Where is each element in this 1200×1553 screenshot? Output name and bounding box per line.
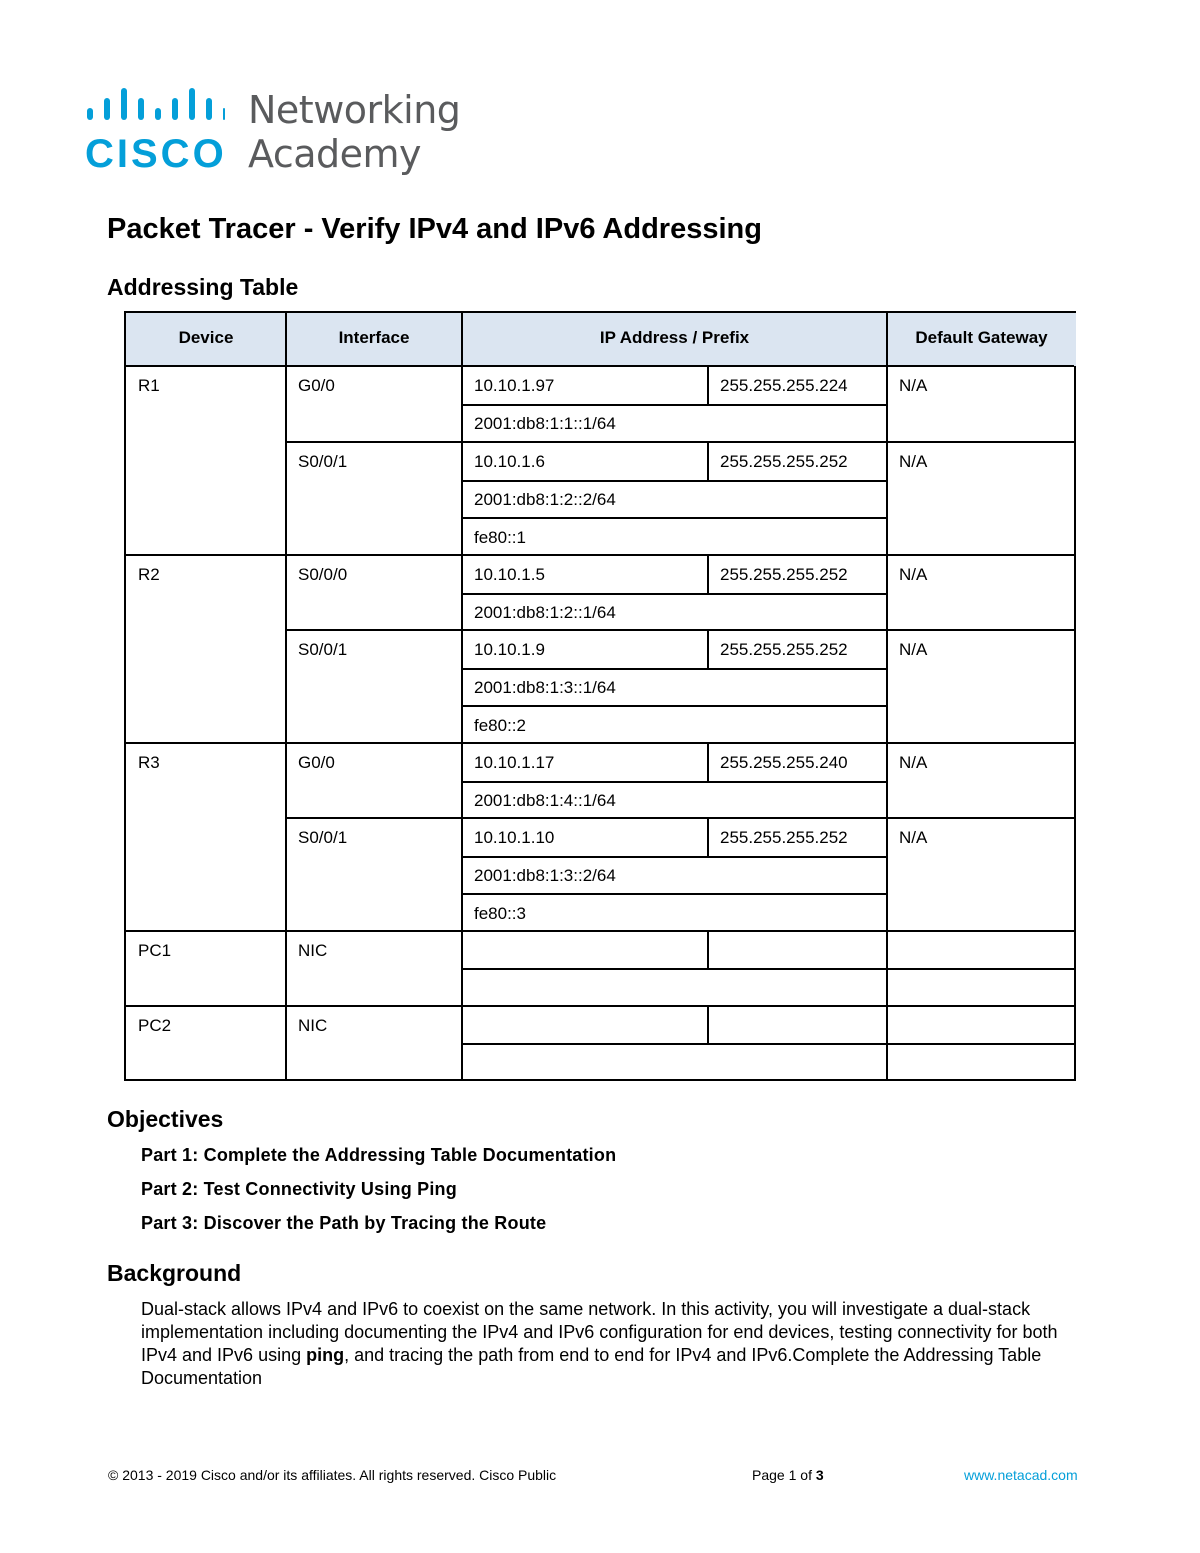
- ipv4-r2-s001: 10.10.1.9: [474, 640, 545, 659]
- ipv4-r2-s000: 10.10.1.5: [474, 565, 545, 584]
- ipv6-r1-g00: 2001:db8:1:1::1/64: [474, 414, 616, 433]
- header-device: Device: [126, 313, 286, 366]
- device-r1: R1: [138, 376, 160, 395]
- interface-pc1: NIC: [298, 941, 328, 960]
- interface-pc2: NIC: [298, 1016, 328, 1035]
- ipv6-r3-g00: 2001:db8:1:4::1/64: [474, 791, 616, 810]
- table-divider: [462, 1043, 1076, 1045]
- interface-r1-s001: S0/0/1: [298, 452, 348, 471]
- cisco-networking-academy-logo: [85, 88, 485, 178]
- mask-r1-s001: 255.255.255.252: [720, 452, 848, 471]
- ipv4-r1-s001: 10.10.1.6: [474, 452, 545, 471]
- networking-academy-title: Networking Academy: [248, 88, 461, 176]
- ping-command: ping: [306, 1345, 345, 1365]
- objective-part-2: Part 2: Test Connectivity Using Ping: [141, 1179, 457, 1199]
- ipv4-r1-g00: 10.10.1.97: [474, 376, 555, 395]
- gateway-r3-s001: N/A: [899, 828, 928, 847]
- header-ip-address-prefix: IP Address / Prefix: [462, 313, 887, 366]
- table-divider: [707, 366, 709, 404]
- table-divider: [286, 629, 1076, 631]
- device-pc1: PC1: [138, 941, 172, 960]
- link-local-r1-s001: fe80::1: [474, 528, 526, 547]
- footer-netacad-link[interactable]: www.netacad.com: [964, 1467, 1078, 1483]
- ipv6-r2-s000: 2001:db8:1:2::1/64: [474, 603, 616, 622]
- header-default-gateway: Default Gateway: [887, 313, 1076, 366]
- interface-r2-s000: S0/0/0: [298, 565, 348, 584]
- footer-page-number: Page 1 of 3: [752, 1467, 824, 1483]
- mask-r3-g00: 255.255.255.240: [720, 753, 848, 772]
- addressing-table: [124, 311, 1076, 1081]
- ipv6-r2-s001: 2001:db8:1:3::1/64: [474, 678, 616, 697]
- table-divider: [707, 818, 709, 856]
- ipv4-r3-g00: 10.10.1.17: [474, 753, 555, 772]
- ipv4-r3-s001: 10.10.1.10: [474, 828, 555, 847]
- addressing-table-heading: Addressing Table: [107, 274, 299, 300]
- table-divider: [126, 930, 1074, 932]
- ipv6-r3-s001: 2001:db8:1:3::2/64: [474, 866, 616, 885]
- table-divider: [286, 441, 1076, 443]
- device-pc2: PC2: [138, 1016, 172, 1035]
- table-divider: [707, 630, 709, 668]
- ipv6-r1-s001: 2001:db8:1:2::2/64: [474, 490, 616, 509]
- gateway-r2-s000: N/A: [899, 565, 928, 584]
- mask-r3-s001: 255.255.255.252: [720, 828, 848, 847]
- table-divider: [462, 517, 887, 519]
- gateway-r2-s001: N/A: [899, 640, 928, 659]
- objective-part-3: Part 3: Discover the Path by Tracing the Route: [141, 1213, 547, 1233]
- mask-r2-s001: 255.255.255.252: [720, 640, 848, 659]
- objectives-heading: Objectives: [107, 1106, 224, 1132]
- gateway-r1-g00: N/A: [899, 376, 928, 395]
- device-r2: R2: [138, 565, 160, 584]
- objective-part-1: Part 1: Complete the Addressing Table Documentation: [141, 1145, 617, 1165]
- table-divider: [462, 404, 887, 406]
- table-divider: [126, 742, 1074, 744]
- background-paragraph: Dual-stack allows IPv4 and IPv6 to coexist on the same network. In this activity, you will investigate a dual-stack implementation including documenting the IPv4 and IPv6 configuration for end devices, testing connectivity for both IPv4 and IPv6 using ping, and tracing the path from end to end for IPv4 and IPv6.Complete the Addressing Table Documentation: [141, 1299, 1058, 1388]
- table-divider: [707, 555, 709, 593]
- table-divider: [886, 313, 888, 1079]
- table-divider: [126, 365, 1074, 367]
- objectives-list: [141, 1144, 616, 1246]
- table-divider: [707, 743, 709, 781]
- gateway-r3-g00: N/A: [899, 753, 928, 772]
- table-divider: [285, 313, 287, 1079]
- table-divider: [462, 968, 1076, 970]
- footer-copyright: © 2013 - 2019 Cisco and/or its affiliates. All rights reserved. Cisco Public: [108, 1467, 557, 1483]
- gateway-r1-s001: N/A: [899, 452, 928, 471]
- interface-r3-s001: S0/0/1: [298, 828, 348, 847]
- table-divider: [707, 931, 709, 969]
- table-divider: [462, 893, 887, 895]
- link-local-r3-s001: fe80::3: [474, 904, 526, 923]
- table-divider: [462, 856, 887, 858]
- mask-r2-s000: 255.255.255.252: [720, 565, 848, 584]
- table-divider: [707, 1006, 709, 1044]
- mask-r1-g00: 255.255.255.224: [720, 376, 848, 395]
- background-heading: Background: [107, 1260, 242, 1286]
- interface-r2-s001: S0/0/1: [298, 640, 348, 659]
- table-divider: [462, 705, 887, 707]
- table-divider: [126, 554, 1074, 556]
- document-title: Packet Tracer - Verify IPv4 and IPv6 Addressing: [107, 213, 762, 245]
- table-divider: [462, 593, 887, 595]
- interface-r1-g00: G0/0: [298, 376, 335, 395]
- table-divider: [461, 313, 463, 1079]
- interface-r3-g00: G0/0: [298, 753, 335, 772]
- table-divider: [126, 1005, 1074, 1007]
- link-local-r2-s001: fe80::2: [474, 716, 526, 735]
- cisco-wordmark: CISCO: [85, 132, 227, 176]
- table-divider: [707, 442, 709, 480]
- table-divider: [462, 781, 887, 783]
- table-divider: [462, 480, 887, 482]
- table-divider: [286, 817, 1076, 819]
- header-interface: Interface: [286, 313, 462, 366]
- device-r3: R3: [138, 753, 160, 772]
- table-divider: [462, 668, 887, 670]
- cisco-bridge-bars-icon: [85, 88, 225, 124]
